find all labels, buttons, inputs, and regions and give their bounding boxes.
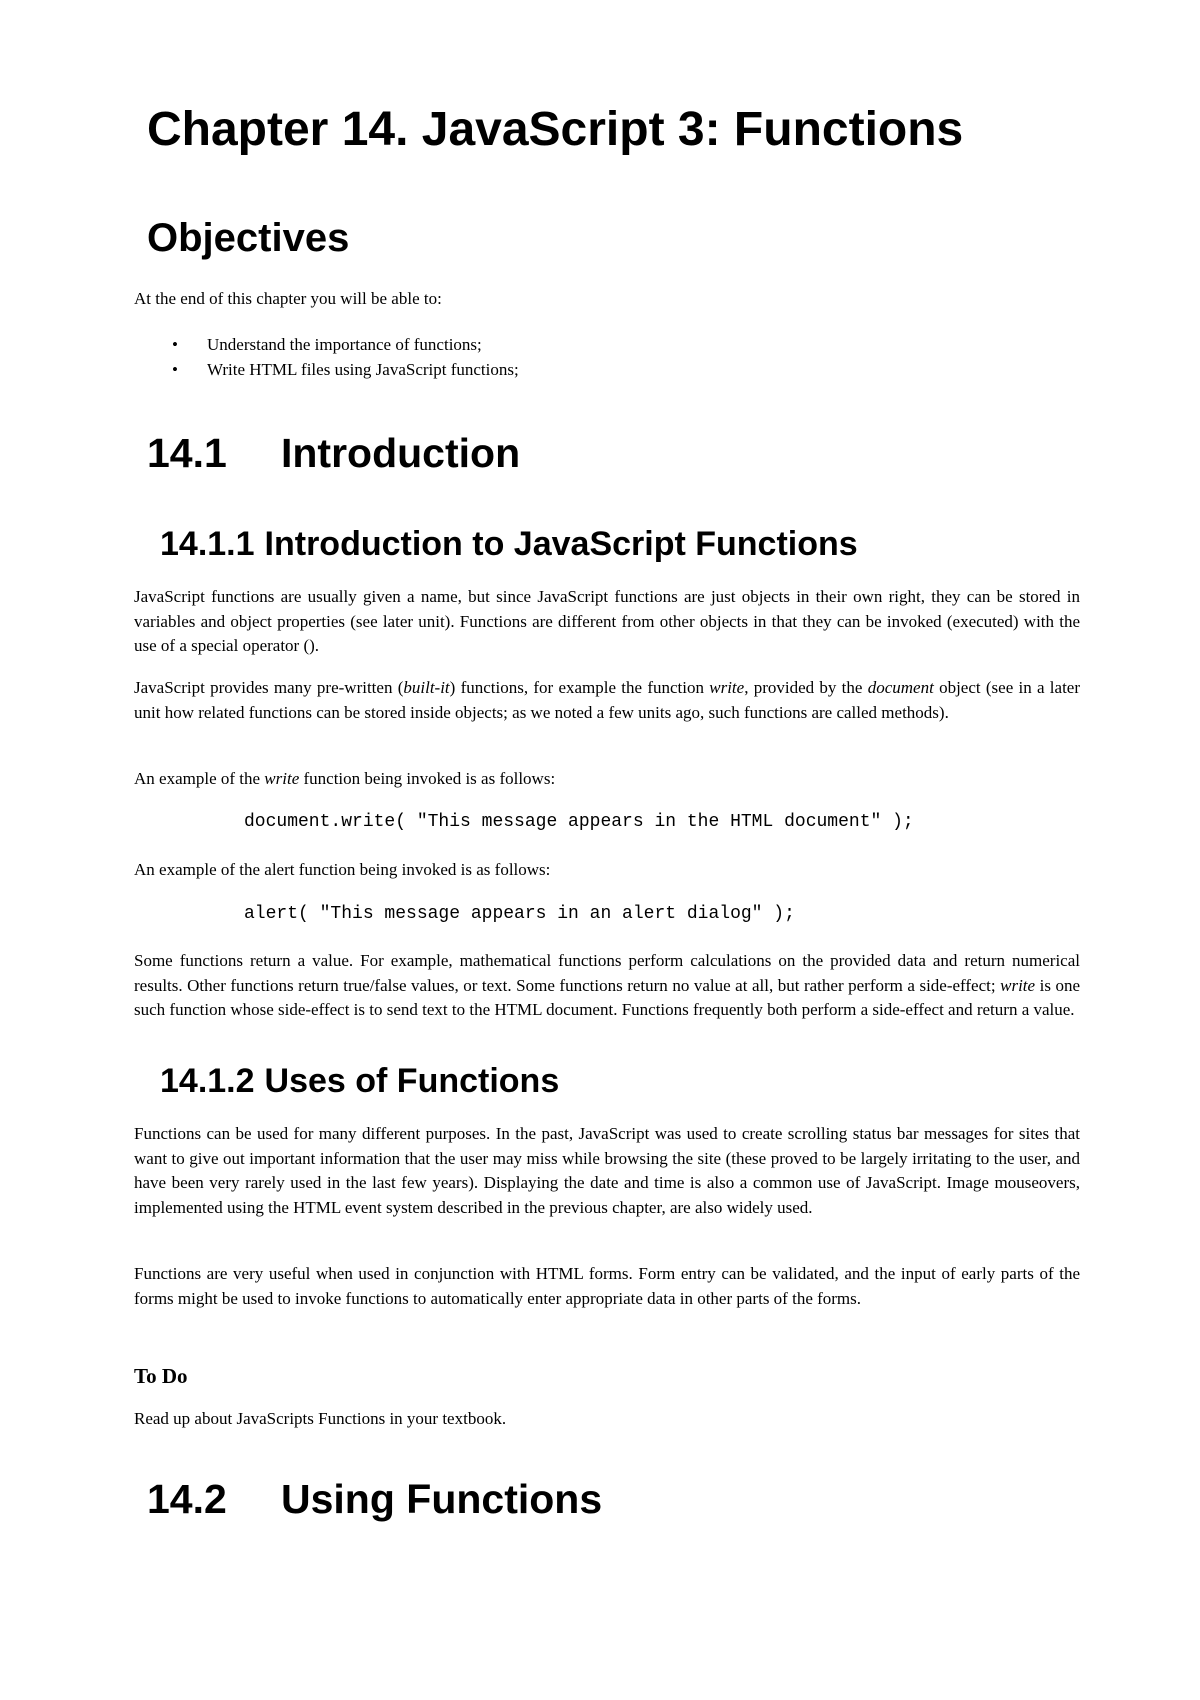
paragraph-functions-intro: JavaScript functions are usually given a name, but since JavaScript functions are just objects in their own right, they can be stored in variables and object properties (see later unit). Functions are different from other objects in that they can be invoked (executed) with the use of a special operator ().	[134, 587, 1080, 655]
text-run: , provided by the	[744, 678, 868, 697]
section-number: 14.1	[147, 430, 227, 476]
paragraph-builtin-functions	[134, 676, 1080, 725]
subsection-number: 14.1.2	[160, 1062, 255, 1100]
objectives-intro: At the end of this chapter you will be able to:	[134, 289, 442, 308]
subsection-title: Uses of Functions	[264, 1062, 560, 1100]
emphasis-built-it: built-it	[403, 678, 450, 697]
section-heading-14-2	[147, 1473, 602, 1525]
bullet-icon: •	[172, 360, 178, 379]
section-number: 14.2	[147, 1476, 227, 1522]
bullet-icon: •	[172, 335, 178, 354]
subsection-title: Introduction to JavaScript Functions	[264, 525, 858, 563]
text-run: object (see in a later unit how related functions can be stored inside objects; as we noted a few units ago, such functions are called methods).	[134, 678, 1081, 722]
section-title: Introduction	[281, 430, 521, 476]
text-run: ) functions, for example the function	[449, 678, 710, 697]
list-item-text: Write HTML files using JavaScript functions;	[207, 360, 519, 379]
emphasis-document: document	[867, 678, 934, 697]
code-write-example: document.write( "This message appears in the HTML document" );	[244, 812, 914, 832]
paragraph-uses-of-functions: Functions can be used for many different purposes. In the past, JavaScript was used to create scrolling status bar messages for sites that want to give out important information that the user may miss while browsing the site (these proved to be largely irritating to the user, and have been very rarely used in the last few years). Displaying the date and time is also a common use of JavaScript. Image mouseovers, implemented using the HTML event system described in the previous chapter, are also widely used.	[134, 1124, 1080, 1217]
subsection-heading-14-1-1	[160, 522, 858, 566]
code-alert-example: alert( "This message appears in an alert dialog" );	[244, 904, 795, 924]
todo-heading: To Do	[134, 1364, 188, 1388]
emphasis-write: write	[264, 769, 300, 788]
paragraph-alert-example: An example of the alert function being invoked is as follows:	[134, 860, 551, 879]
emphasis-write: write	[1000, 975, 1036, 995]
chapter-title: Chapter 14. JavaScript 3: Functions	[147, 103, 964, 156]
emphasis-write: write	[709, 678, 745, 697]
section-heading-14-1	[147, 427, 520, 479]
text-run: Some functions return a value. For example, mathematical functions perform calculations on the provided data and return numerical results. Other functions return true/false values, or text. Some functions return no value at all, but rather perform a side-effect;	[134, 951, 1080, 995]
list-item	[134, 332, 519, 357]
subsection-number: 14.1.1	[160, 525, 255, 563]
text-run: An example of the	[134, 769, 265, 788]
objectives-list	[134, 332, 519, 382]
text-run: is one such function whose side-effect is to send text to the HTML document. Functions frequently both perform a side-effect and return a value.	[134, 975, 1081, 1019]
paragraph-write-example	[134, 767, 1080, 792]
list-item-text: Understand the importance of functions;	[207, 335, 482, 354]
section-title: Using Functions	[281, 1476, 603, 1522]
subsection-heading-14-1-2	[160, 1059, 559, 1103]
paragraph-html-forms: Functions are very useful when used in conjunction with HTML forms. Form entry can be validated, and the input of early parts of the forms might be used to invoke functions to automatically enter appropriate data in other parts of the forms.	[134, 1264, 1080, 1308]
todo-text: Read up about JavaScripts Functions in your textbook.	[134, 1409, 507, 1428]
objectives-heading: Objectives	[147, 216, 350, 260]
paragraph-return-values	[134, 949, 1080, 1023]
text-run: JavaScript provides many pre-written (	[134, 678, 404, 697]
text-run: function being invoked is as follows:	[299, 769, 556, 788]
list-item	[134, 357, 519, 382]
